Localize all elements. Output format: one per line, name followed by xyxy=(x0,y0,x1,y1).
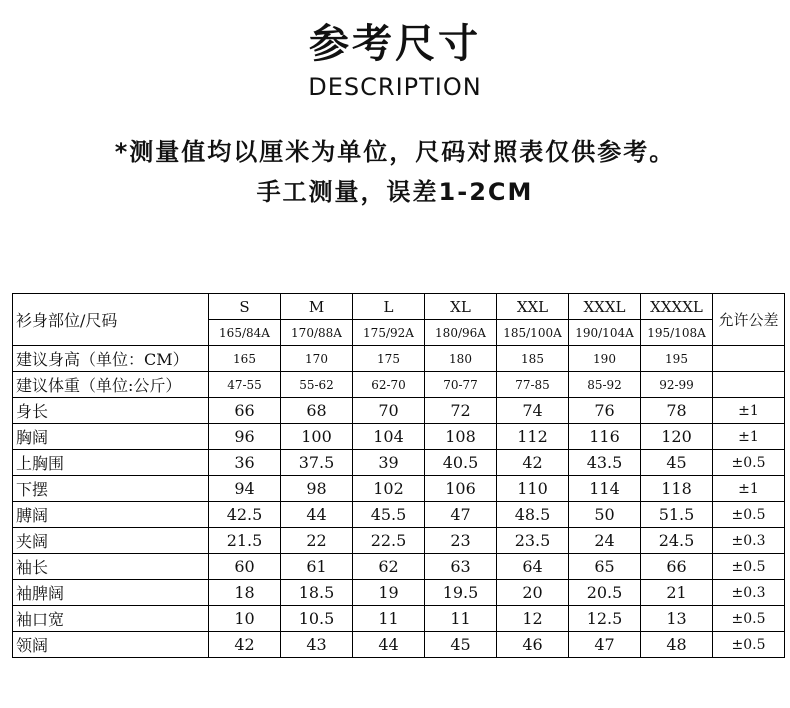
measurement-cell: 23 xyxy=(425,528,497,554)
measurement-cell: 12.5 xyxy=(569,606,641,632)
measurement-cell: 10.5 xyxy=(281,606,353,632)
size-label: XXXXL xyxy=(641,294,713,320)
measurement-cell: 42 xyxy=(497,450,569,476)
measurement-cell: 23.5 xyxy=(497,528,569,554)
measurement-cell: 102 xyxy=(353,476,425,502)
measurement-cell: 18 xyxy=(209,580,281,606)
size-code: 170/88A xyxy=(281,320,353,346)
page-subtitle: DESCRIPTION xyxy=(308,73,482,101)
measurement-cell: 47 xyxy=(569,632,641,658)
measurement-cell: 48 xyxy=(641,632,713,658)
page-title: 参考尺寸 xyxy=(309,21,481,67)
size-code: 195/108A xyxy=(641,320,713,346)
size-label: XL xyxy=(425,294,497,320)
row-label: 领阔 xyxy=(13,632,209,658)
measurement-cell: 11 xyxy=(353,606,425,632)
measurement-cell: 37.5 xyxy=(281,450,353,476)
measurement-cell: 47-55 xyxy=(209,372,281,398)
table-row xyxy=(13,632,785,658)
table-row xyxy=(13,580,785,606)
tolerance-cell: ±1 xyxy=(713,424,785,450)
error-margin-note: 手工测量，误差1-2CM xyxy=(256,178,534,206)
measurement-cell: 72 xyxy=(425,398,497,424)
measurement-cell: 65 xyxy=(569,554,641,580)
row-label: 建议体重（单位:公斤） xyxy=(13,372,209,398)
measurement-cell: 10 xyxy=(209,606,281,632)
measurement-cell: 96 xyxy=(209,424,281,450)
measurement-cell: 100 xyxy=(281,424,353,450)
measurement-cell: 66 xyxy=(641,554,713,580)
measurement-cell: 43 xyxy=(281,632,353,658)
measurement-cell: 170 xyxy=(281,346,353,372)
size-label: XXL xyxy=(497,294,569,320)
measurement-cell: 42.5 xyxy=(209,502,281,528)
measurement-cell: 180 xyxy=(425,346,497,372)
tolerance-cell: ±0.5 xyxy=(713,606,785,632)
measurement-cell: 46 xyxy=(497,632,569,658)
measurement-cell: 62 xyxy=(353,554,425,580)
tolerance-cell: ±0.5 xyxy=(713,554,785,580)
table-row xyxy=(13,450,785,476)
measurement-cell: 106 xyxy=(425,476,497,502)
table-row xyxy=(13,502,785,528)
measurement-cell: 18.5 xyxy=(281,580,353,606)
measurement-cell: 48.5 xyxy=(497,502,569,528)
row-label: 下摆 xyxy=(13,476,209,502)
size-label: S xyxy=(209,294,281,320)
row-label: 膊阔 xyxy=(13,502,209,528)
measurement-cell: 24.5 xyxy=(641,528,713,554)
measurement-cell: 114 xyxy=(569,476,641,502)
measurement-cell: 47 xyxy=(425,502,497,528)
measurement-cell: 76 xyxy=(569,398,641,424)
measurement-cell: 55-62 xyxy=(281,372,353,398)
size-code: 175/92A xyxy=(353,320,425,346)
row-label: 袖口宽 xyxy=(13,606,209,632)
measurement-cell: 39 xyxy=(353,450,425,476)
measurement-cell: 185 xyxy=(497,346,569,372)
measurement-cell: 68 xyxy=(281,398,353,424)
measurement-cell: 78 xyxy=(641,398,713,424)
tolerance-cell: ±0.5 xyxy=(713,450,785,476)
measurement-cell: 64 xyxy=(497,554,569,580)
measurement-cell: 165 xyxy=(209,346,281,372)
measurement-cell: 112 xyxy=(497,424,569,450)
tolerance-cell: ±1 xyxy=(713,476,785,502)
measurement-cell: 11 xyxy=(425,606,497,632)
row-label: 袖长 xyxy=(13,554,209,580)
size-code: 190/104A xyxy=(569,320,641,346)
measurement-cell: 60 xyxy=(209,554,281,580)
size-code: 185/100A xyxy=(497,320,569,346)
table-row xyxy=(13,398,785,424)
corner-label: 衫身部位/尺码 xyxy=(13,294,209,346)
measurement-cell: 12 xyxy=(497,606,569,632)
measurement-cell: 36 xyxy=(209,450,281,476)
measurement-cell: 20.5 xyxy=(569,580,641,606)
table-row xyxy=(13,554,785,580)
size-code: 180/96A xyxy=(425,320,497,346)
row-label: 上胸围 xyxy=(13,450,209,476)
measurement-cell: 50 xyxy=(569,502,641,528)
measurement-cell: 98 xyxy=(281,476,353,502)
tolerance-cell: ±0.5 xyxy=(713,632,785,658)
measurement-cell: 77-85 xyxy=(497,372,569,398)
tolerance-cell xyxy=(713,346,785,372)
size-code: 165/84A xyxy=(209,320,281,346)
table-row xyxy=(13,372,785,398)
row-label: 袖脾阔 xyxy=(13,580,209,606)
tolerance-cell: ±0.3 xyxy=(713,528,785,554)
row-label: 胸阔 xyxy=(13,424,209,450)
measurement-cell: 13 xyxy=(641,606,713,632)
measurement-cell: 45 xyxy=(641,450,713,476)
measurement-cell: 118 xyxy=(641,476,713,502)
measurement-note: *测量值均以厘米为单位，尺码对照表仅供参考。 xyxy=(114,138,676,166)
measurement-cell: 104 xyxy=(353,424,425,450)
measurement-cell: 44 xyxy=(353,632,425,658)
measurement-cell: 19 xyxy=(353,580,425,606)
size-chart-table xyxy=(12,293,785,658)
measurement-cell: 21 xyxy=(641,580,713,606)
measurement-cell: 116 xyxy=(569,424,641,450)
measurement-cell: 22.5 xyxy=(353,528,425,554)
measurement-cell: 20 xyxy=(497,580,569,606)
table-row xyxy=(13,606,785,632)
measurement-cell: 62-70 xyxy=(353,372,425,398)
measurement-cell: 42 xyxy=(209,632,281,658)
size-label: L xyxy=(353,294,425,320)
tolerance-cell xyxy=(713,372,785,398)
measurement-cell: 24 xyxy=(569,528,641,554)
tolerance-cell: ±1 xyxy=(713,398,785,424)
measurement-cell: 21.5 xyxy=(209,528,281,554)
table-row xyxy=(13,528,785,554)
measurement-cell: 40.5 xyxy=(425,450,497,476)
measurement-cell: 63 xyxy=(425,554,497,580)
row-label: 身长 xyxy=(13,398,209,424)
table-row xyxy=(13,476,785,502)
measurement-cell: 43.5 xyxy=(569,450,641,476)
measurement-cell: 190 xyxy=(569,346,641,372)
measurement-cell: 94 xyxy=(209,476,281,502)
size-header-row xyxy=(13,294,785,320)
tolerance-header: 允许公差 xyxy=(713,294,785,346)
measurement-cell: 19.5 xyxy=(425,580,497,606)
measurement-cell: 110 xyxy=(497,476,569,502)
tolerance-cell: ±0.5 xyxy=(713,502,785,528)
measurement-cell: 22 xyxy=(281,528,353,554)
measurement-cell: 70 xyxy=(353,398,425,424)
measurement-cell: 70-77 xyxy=(425,372,497,398)
measurement-cell: 61 xyxy=(281,554,353,580)
measurement-cell: 51.5 xyxy=(641,502,713,528)
measurement-cell: 74 xyxy=(497,398,569,424)
tolerance-cell: ±0.3 xyxy=(713,580,785,606)
table-row xyxy=(13,346,785,372)
measurement-cell: 85-92 xyxy=(569,372,641,398)
size-label: M xyxy=(281,294,353,320)
measurement-cell: 175 xyxy=(353,346,425,372)
row-label: 夹阔 xyxy=(13,528,209,554)
measurement-cell: 44 xyxy=(281,502,353,528)
measurement-cell: 45.5 xyxy=(353,502,425,528)
table-row xyxy=(13,424,785,450)
measurement-cell: 92-99 xyxy=(641,372,713,398)
measurement-cell: 195 xyxy=(641,346,713,372)
measurement-cell: 45 xyxy=(425,632,497,658)
size-label: XXXL xyxy=(569,294,641,320)
measurement-cell: 120 xyxy=(641,424,713,450)
measurement-cell: 108 xyxy=(425,424,497,450)
measurement-cell: 66 xyxy=(209,398,281,424)
row-label: 建议身高（单位：CM） xyxy=(13,346,209,372)
